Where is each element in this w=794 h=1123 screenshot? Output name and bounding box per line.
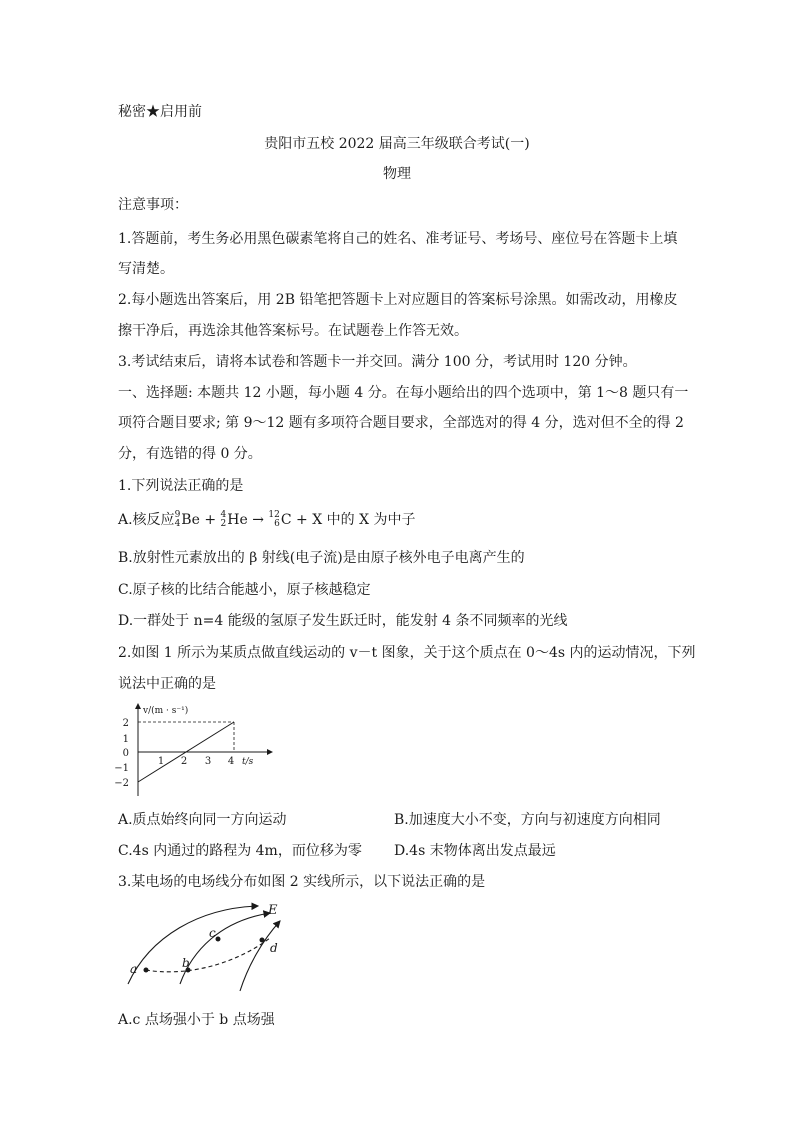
t-axis-label: t/s <box>242 757 254 767</box>
field-line-1 <box>128 906 258 984</box>
plus-1: + <box>199 512 221 528</box>
figure-2-field-lines <box>120 896 300 996</box>
x-tick-2: 2 <box>180 756 188 767</box>
note-1-line-1: 1.答题前，考生务必用黑色碳素笔将自己的姓名、准考证号、考场号、座位号在答题卡上填 <box>118 231 678 247</box>
label-b: b <box>182 956 190 970</box>
note-3: 3.考试结束后，请将本试卷和答题卡一并交回。满分 100 分，考试用时 120 分钟。 <box>118 354 637 370</box>
y-tick-neg2: −2 <box>114 778 129 789</box>
field-line-3 <box>240 921 280 991</box>
note-2-line-2: 擦干净后，再选涂其他答案标号。在试题卷上作答无效。 <box>118 323 468 339</box>
point-d <box>260 938 265 943</box>
c-mass-number: 12 <box>268 510 280 520</box>
be-atomic-number: 4 <box>174 519 181 529</box>
note-1-line-2: 写清楚。 <box>118 261 174 277</box>
label-c: c <box>209 926 216 940</box>
q1-option-d: D.一群处于 n=4 能级的氢原子发生跃迁时，能发射 4 条不同频率的光线 <box>118 613 568 629</box>
q2-option-d: D.4s 末物体离出发点最远 <box>394 843 556 859</box>
field-line-2 <box>180 913 270 984</box>
label-a: a <box>130 962 138 976</box>
q1-a-prefix: A.核反应 <box>118 512 175 528</box>
q2-stem-line-2: 说法中正确的是 <box>118 676 216 692</box>
label-E: E <box>268 903 278 918</box>
y-tick-1: 1 <box>122 734 129 745</box>
q2-option-a: A.质点始终向同一方向运动 <box>118 812 287 828</box>
he-symbol: He <box>227 512 248 528</box>
q1-a-suffix: 中的 X 为中子 <box>322 512 416 528</box>
be-nucleon-numbers <box>175 511 181 529</box>
x-tick-1: 1 <box>157 756 165 767</box>
section-1-line-2: 项符合题目要求; 第 9～12 题有多项符合题目要求，全部选对的得 4 分，选对但不全的得 2 <box>118 415 684 431</box>
c-symbol: C <box>280 512 292 528</box>
exam-title: 贵阳市五校 2022 届高三年级联合考试(一) <box>264 136 530 152</box>
he-nucleon-numbers <box>221 511 227 529</box>
be-mass-number: 9 <box>174 510 181 520</box>
y-tick-neg1: −1 <box>114 763 129 774</box>
he-mass-number: 4 <box>220 510 227 520</box>
y-tick-0: 0 <box>122 748 129 759</box>
notes-title: 注意事项： <box>118 197 188 213</box>
c-atomic-number: 6 <box>274 519 280 529</box>
subject-title: 物理 <box>383 166 411 182</box>
y-tick-2: 2 <box>122 718 129 729</box>
reaction-arrow: → <box>247 512 269 528</box>
equipotential-dashed-line <box>146 938 270 972</box>
q1-stem: 1.下列说法正确的是 <box>118 478 244 494</box>
q1-option-c: C.原子核的比结合能越小，原子核越稳定 <box>118 582 371 598</box>
section-1-line-1: 一、选择题: 本题共 12 小题，每小题 4 分。在每小题给出的四个选项中，第 1～8 题只有一 <box>118 385 689 401</box>
note-2-line-1: 2.每小题选出答案后，用 2B 铅笔把答题卡上对应题目的答案标号涂黑。如需改动，用橡皮 <box>118 292 678 308</box>
q3-stem: 3.某电场的电场线分布如图 2 实线所示，以下说法正确的是 <box>118 874 486 890</box>
q2-option-c: C.4s 内通过的路程为 4m，而位移为零 <box>118 843 362 859</box>
x-tick-4: 4 <box>227 756 235 767</box>
q2-stem-line-1: 2.如图 1 所示为某质点做直线运动的 v－t 图象，关于这个质点在 0～4s 内的运动情况，下列 <box>118 645 696 661</box>
q1-option-a <box>118 510 416 530</box>
plus-x: + X <box>291 512 323 528</box>
q1-option-b: B.放射性元素放出的 β 射线(电子流)是由原子核外电子电离产生的 <box>118 550 525 566</box>
q3-option-a: A.c 点场强小于 b 点场强 <box>118 1012 275 1028</box>
he-atomic-number: 2 <box>220 519 227 529</box>
figure-1-vt-graph <box>112 700 292 800</box>
point-a <box>144 968 149 973</box>
section-1-line-3: 分，有选错的得 0 分。 <box>118 446 262 462</box>
c-nucleon-numbers <box>268 511 279 529</box>
secret-label: 秘密★启用前 <box>118 104 202 120</box>
label-d: d <box>270 941 278 955</box>
x-tick-3: 3 <box>204 756 212 767</box>
v-axis-label: v/(m · s⁻¹) <box>143 706 189 716</box>
q2-option-b: B.加速度大小不变，方向与初速度方向相同 <box>394 812 661 828</box>
be-symbol: Be <box>181 512 200 528</box>
point-c <box>216 937 221 942</box>
